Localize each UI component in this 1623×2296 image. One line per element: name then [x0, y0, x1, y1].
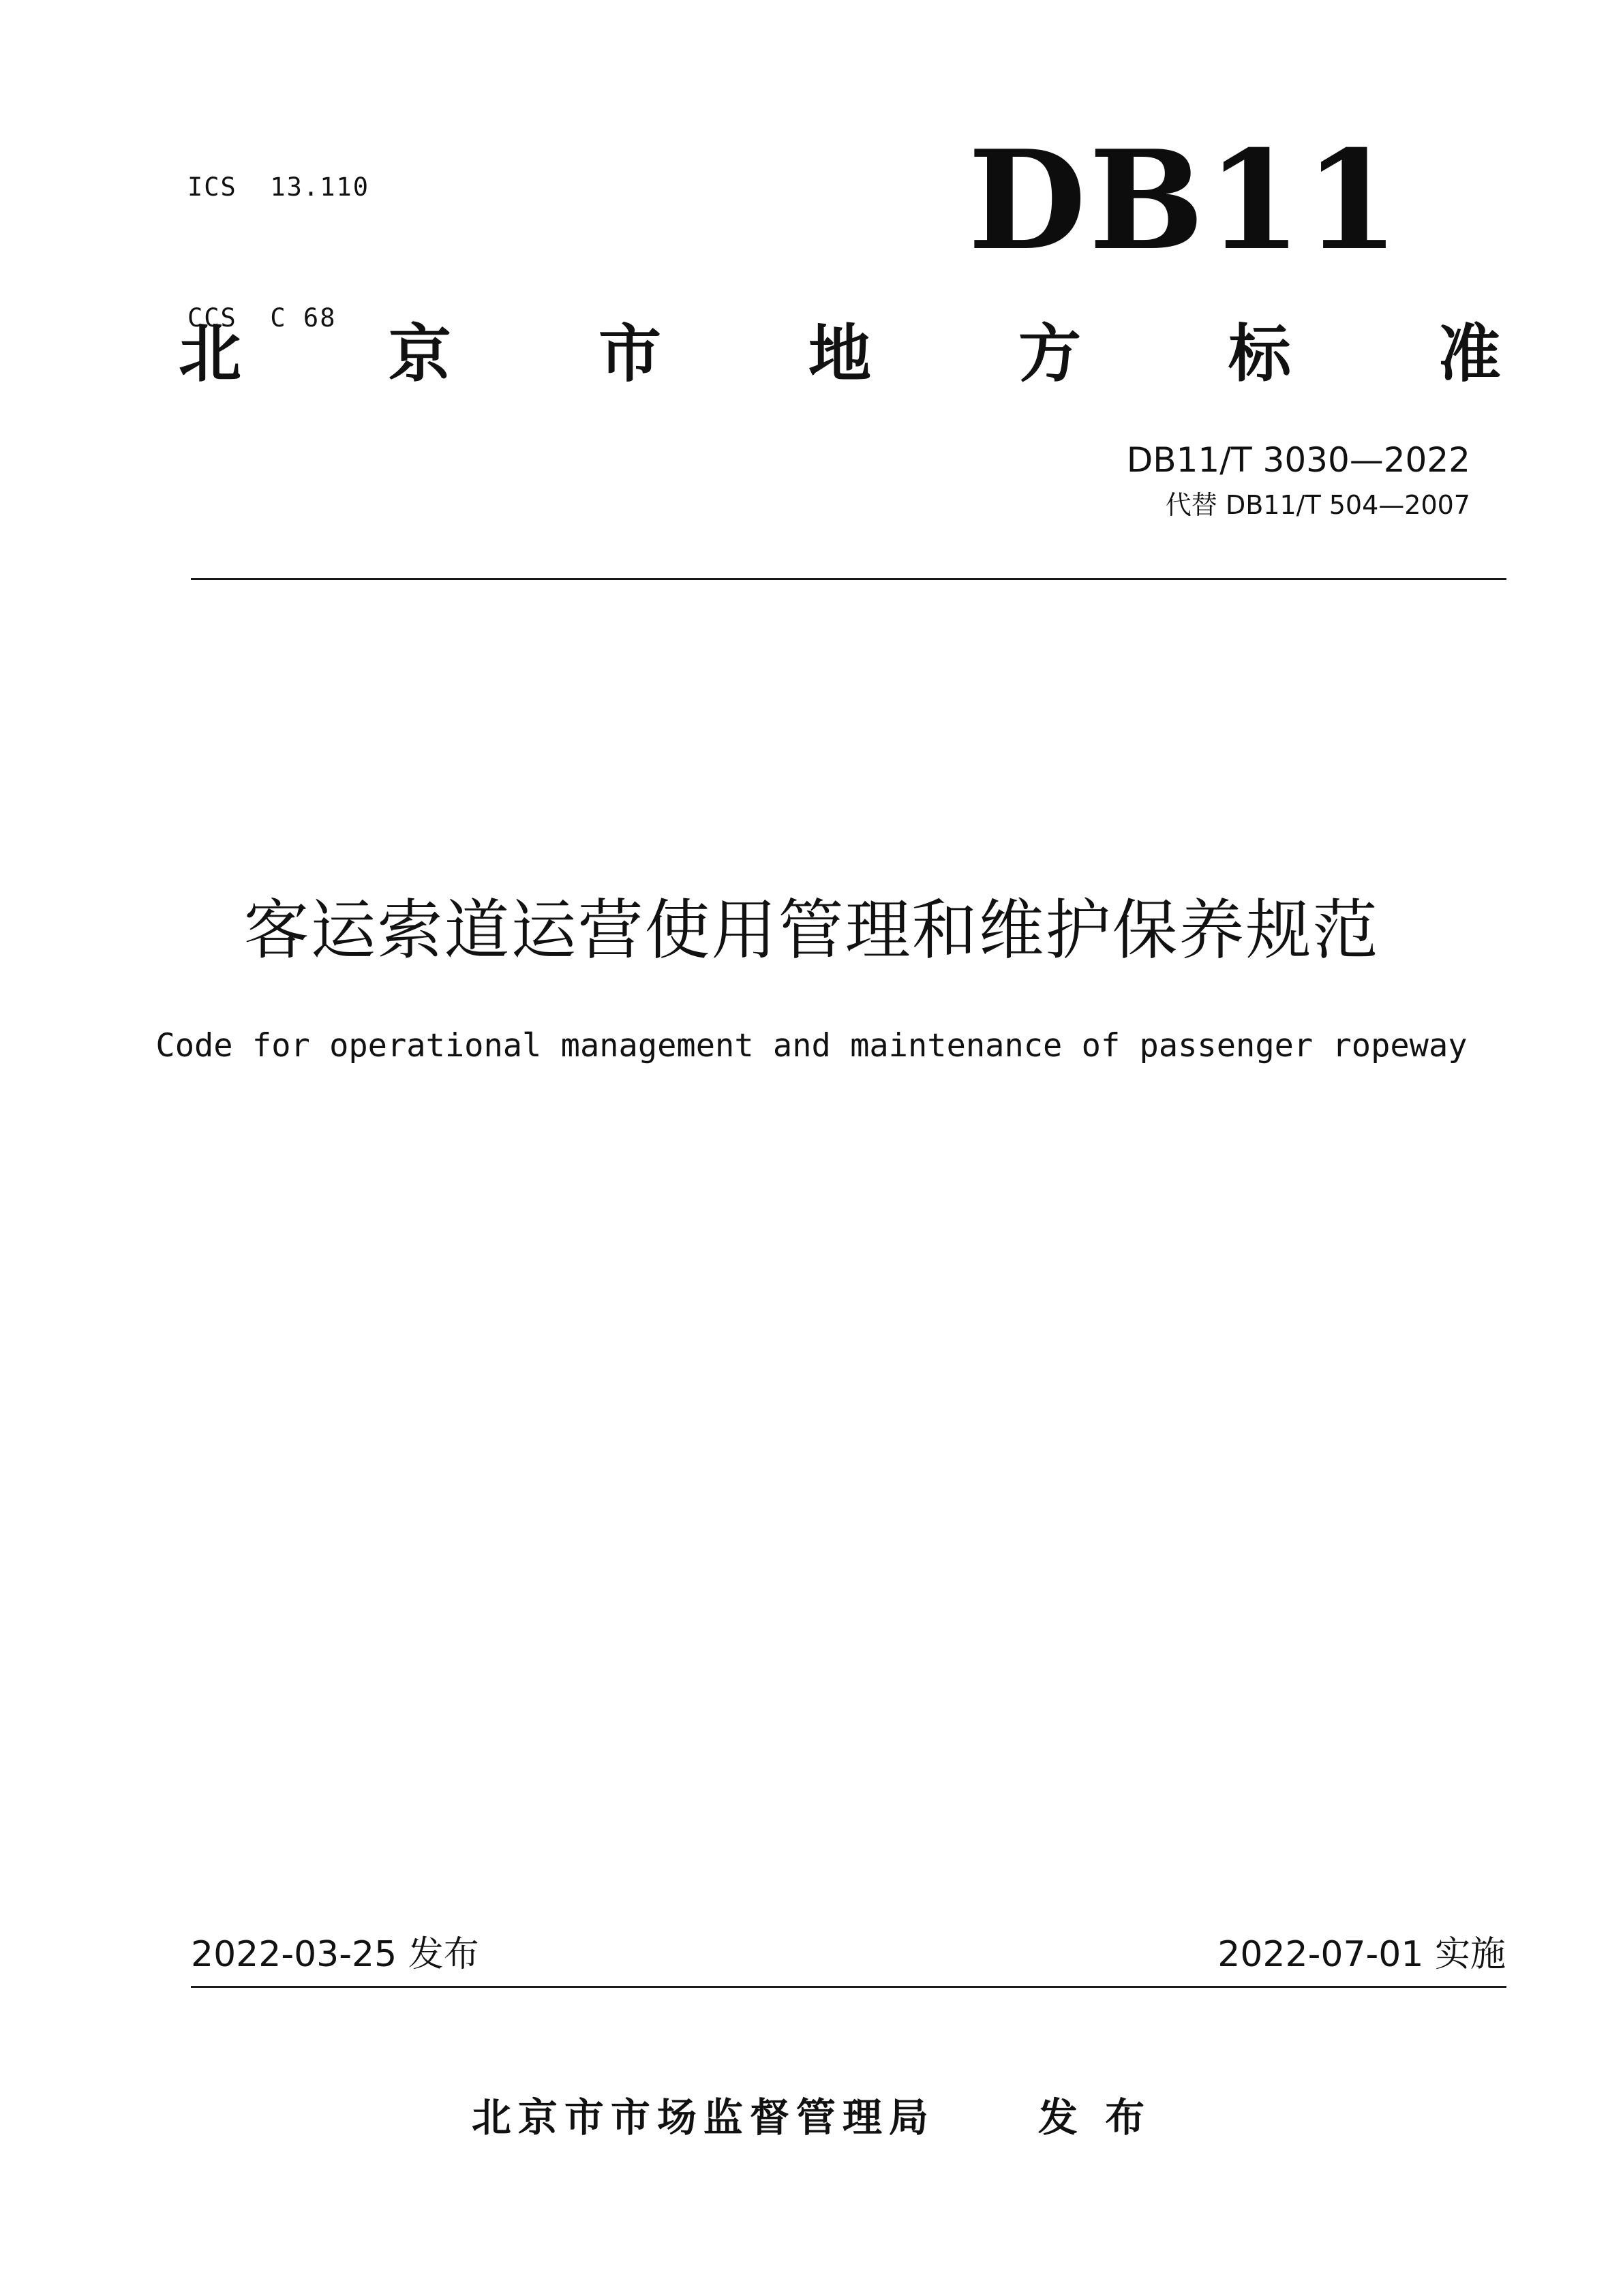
ccs-code: CCS C 68: [187, 303, 337, 333]
document-title-en: Code for operational management and maintenance of passenger ropeway: [155, 1027, 1468, 1065]
top-divider: [191, 578, 1506, 580]
document-title-zh: 客运索道运营使用管理和维护保养规范: [243, 892, 1380, 968]
publish-date: 2022-03-25 发布: [191, 1934, 479, 1975]
standard-type-char: 京: [388, 318, 451, 391]
issuer-line: [0, 2087, 1623, 2148]
standard-type-char: 市: [598, 318, 661, 391]
standard-type-char: 标: [1228, 318, 1291, 391]
bottom-divider: [191, 1986, 1506, 1988]
replaces-standard: 代替 DB11/T 504—2007: [1165, 490, 1470, 520]
db11-logo: DB11: [968, 121, 1402, 281]
standard-type-char: 准: [1438, 318, 1501, 391]
standard-type-char: 地: [808, 318, 871, 391]
standard-type-heading: [179, 313, 1501, 395]
standard-type-char: 方: [1018, 318, 1081, 391]
standard-number: DB11/T 3030—2022: [1126, 440, 1470, 480]
standard-type-char: 北: [179, 318, 242, 391]
issuer-name: 北京市市场监督管理局: [471, 2094, 935, 2141]
ics-code: ICS 13.110: [187, 172, 370, 202]
issue-label: 发 布: [1037, 2094, 1152, 2141]
effective-date: 2022-07-01 实施: [1217, 1934, 1506, 1975]
